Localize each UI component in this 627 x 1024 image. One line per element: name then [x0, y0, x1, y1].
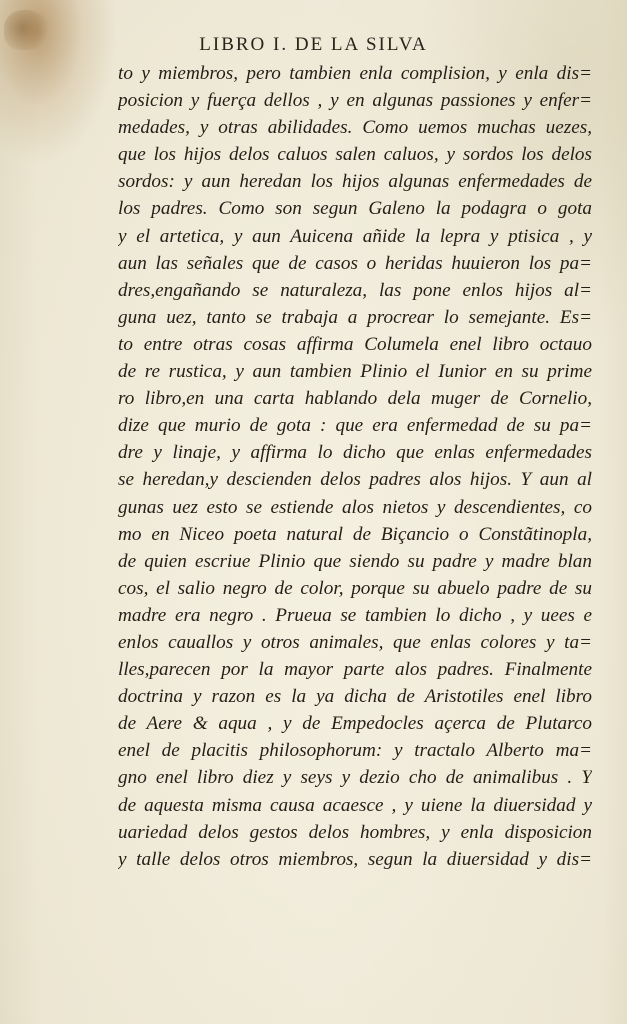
text-line: se heredan,y descienden delos padres alos hijos. Y aun al: [118, 469, 592, 491]
text-line: enel de placitis philosophorum: y tractalo Alberto ma=: [118, 740, 592, 762]
text-line: cos, el salio negro de color, porque su abuelo padre de su: [118, 577, 592, 599]
text-line: de re rustica, y aun tambien Plinio el Iunior en su prime: [118, 361, 592, 383]
text-line: ro libro,en una carta hablando dela muger de Cornelio,: [118, 388, 592, 410]
text-line: madre era negro . Prueua se tambien lo dicho , y uees e: [118, 604, 592, 626]
text-line: lles,parecen por la mayor parte alos padres. Finalmente: [118, 659, 592, 681]
text-line: posicion y fuerça dellos , y en algunas passiones y enfer=: [118, 90, 592, 112]
text-line: mo en Niceo poeta natural de Biçancio o Constãtinopla,: [118, 523, 592, 545]
body-text: [118, 60, 592, 873]
text-line: y talle delos otros miembros, segun la diuersidad y dis=: [118, 848, 592, 870]
text-line: y el artetica, y aun Auicena añide la lepra y ptisica , y: [118, 225, 592, 247]
text-line: que los hijos delos caluos salen caluos, y sordos los delos: [118, 144, 592, 166]
text-line: los padres. Como son segun Galeno la podagra o gota: [118, 198, 592, 220]
text-line: dres,engañando se naturaleza, las pone enlos hijos al=: [118, 279, 592, 301]
text-line: doctrina y razon es la ya dicha de Aristotiles enel libro: [118, 686, 592, 708]
text-line: aun las señales que de casos o heridas huuieron los pa=: [118, 252, 592, 274]
text-line: dize que murio de gota : que era enfermedad de su pa=: [118, 415, 592, 437]
text-line: uariedad delos gestos delos hombres, y enla disposicion: [118, 821, 592, 843]
text-line: sordos: y aun heredan los hijos algunas enfermedades de: [118, 171, 592, 193]
text-line: gunas uez esto se estiende alos nietos y descendientes, co: [118, 496, 592, 518]
text-line: to entre otras cosas affirma Columela enel libro octauo: [118, 333, 592, 355]
text-line: de quien escriue Plinio que siendo su padre y madre blan: [118, 550, 592, 572]
text-line: dre y linaje, y affirma lo dicho que enlas enfermedades: [118, 442, 592, 464]
text-line: de aquesta misma causa acaesce , y uiene la diuersidad y: [118, 794, 592, 816]
text-line: enlos cauallos y otros animales, que enlas colores y ta=: [118, 631, 592, 653]
text-line: medades, y otras abilidades. Como uemos muchas uezes,: [118, 117, 592, 139]
text-line: de Aere & aqua , y de Empedocles açerca de Plutarco: [118, 713, 592, 735]
running-head: LIBRO I. DE LA SILVA: [199, 34, 428, 55]
text-line: gno enel libro diez y seys y dezio cho de animalibus . Y: [118, 767, 592, 789]
text-line: to y miembros, pero tambien enla complision, y enla dis=: [118, 63, 592, 84]
text-line: guna uez, tanto se trabaja a procrear lo semejante. Es=: [118, 306, 592, 328]
